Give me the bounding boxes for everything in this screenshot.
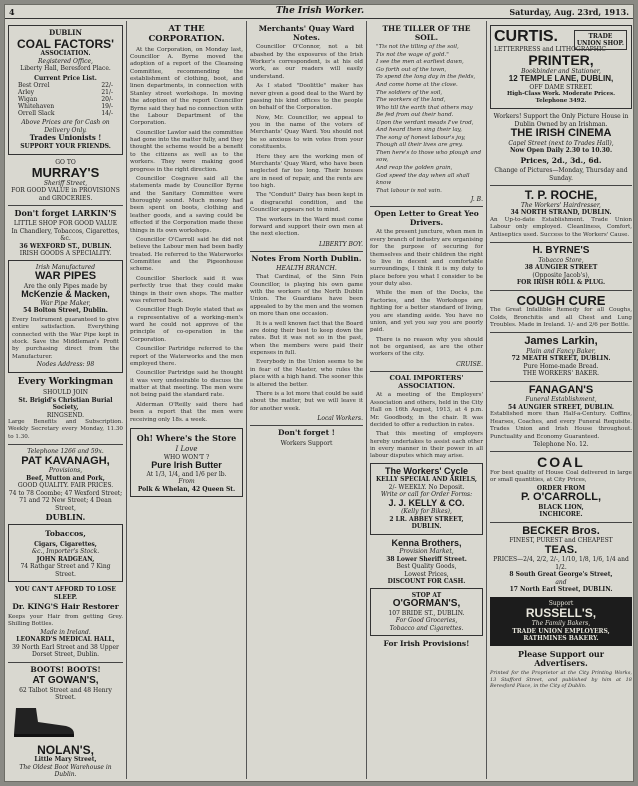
issue-date: Saturday, Aug. 23rd, 1913.	[509, 7, 629, 17]
paragraph: At the present juncture, when men in every branch of industry are organising for the purpose of securing for themselves and their children the right to live in decent and comfortable surroundings, I think it is my duty to place before you what I consider to be your duty also.	[370, 229, 483, 288]
fanagan-addr: 54 AUNGIER STREET, DUBLIN.	[507, 403, 615, 411]
fanagan-name: FANAGAN'S	[528, 383, 594, 396]
poem-line: Upon the verdant meads I've trod,	[376, 119, 474, 126]
pat-name: PAT KAVANAGH,	[21, 454, 110, 467]
stamp-line2: UNION SHOP.	[576, 40, 624, 47]
open-letter-signature: CRUISE.	[456, 360, 483, 368]
gorman-line2: Tobacco and Cigarettes.	[389, 624, 464, 632]
nolans-line: The Oldest Boot Warehouse in Dublin.	[19, 763, 112, 779]
becker-addr: 8 South Great George's Street,	[509, 571, 613, 579]
price-item-name: Wigan	[18, 96, 38, 104]
paragraph: That this meeting of employers hereby undertakes to assist each other in every manner in their power in all labour disputes which may arise.	[370, 431, 483, 460]
coal-ad-pre: DUBLIN	[49, 28, 82, 37]
becker-sub: FINEST, PUREST and CHEAPEST	[509, 537, 613, 545]
poem-line: And reap the golden grain,	[376, 165, 453, 171]
paragraph: Alderman O'Reilly said there had been a report that the men were receiving only 18s. a week.	[130, 401, 243, 423]
cycle-name: J. J. KELLY & CO.	[388, 497, 465, 508]
price-item-name: Orrell Slack	[18, 110, 55, 118]
kenna-line: Best Quality Goods,	[396, 563, 457, 571]
byrne-sub: Tobacco Store,	[538, 256, 584, 264]
kenna-line3: DISCOUNT FOR CASH.	[387, 578, 466, 586]
column-3	[247, 21, 367, 779]
poem-line: And heard them sing their lay,	[376, 127, 462, 134]
coal-price-list	[12, 82, 119, 117]
larkin-shop-line2: In Chandlery, Tobaccos, Cigarettes, &c.	[11, 227, 120, 243]
tiller-signature: J. B.	[470, 196, 483, 204]
corporation-article	[130, 47, 243, 424]
curtis-ad	[490, 25, 632, 109]
becker-teas: TEAS.	[544, 543, 578, 556]
tobacco-tag: &c., Importer's Stock.	[31, 548, 100, 556]
page-header	[5, 5, 634, 19]
imprint: Printed for the Proprietor at the City Printing Works, 13 Stafford Street, and published by him at 18 Beresford Place, in the City of Dublin.	[490, 669, 632, 690]
masthead-title: The Irish Worker.	[275, 6, 365, 16]
price-item-value: 14/-	[101, 110, 113, 118]
curtis-note: OFF DAME STREET.	[529, 83, 593, 91]
roche-text: An Up-to-date Establishment. Trade Union Labour only employed. Cleanliness, Comfort, Antiseptics used. Success to the Workers' Cause.	[490, 216, 632, 238]
poem-line: I see the men at earliest dawn,	[376, 59, 464, 66]
coal-ad-registered: Registered Office,	[38, 57, 93, 65]
cycle-tag: (Kelly for Bikes),	[401, 508, 452, 516]
price-item-value: 21/-	[101, 89, 113, 97]
price-item-value: 22/-	[101, 82, 113, 90]
north-dublin-title: Notes From North Dublin.	[251, 253, 362, 263]
merchants-quay-article	[250, 44, 363, 238]
paragraph: Councillor Cosgrave said all the statements made by Councillor Byrne and the Sanitary Committee were thoroughly sound. Much money had been spent on boots, clothing and leather goods, and a saving could be effected if the Corporation made these things in its own workshops.	[130, 175, 243, 234]
king-made: Made in Ireland.	[40, 628, 91, 636]
curtis-name: CURTIS.	[494, 28, 558, 45]
russell-sub: The Family Bakers,	[531, 620, 591, 628]
becker-name: BECKER Bros.	[522, 524, 600, 537]
butter-product: Pure Irish Butter	[151, 460, 222, 471]
poem-line: The song of honest labour's joy,	[376, 134, 466, 141]
paragraph: It is a well known fact that the Board are doing their best to keep down the rates. But it was not so in the past, when the members were paid their expenses in full.	[250, 320, 363, 356]
fanagan-text: Established more than Half-a-Century. Coffins, Hearses, Coaches, and every Funeral Requisite. Trades Union and Irish House throughout. Punctuality and Economy Guaranteed.	[490, 411, 632, 440]
poem-line: The soldiers of the soil,	[376, 89, 443, 96]
king-addr: 39 North Earl Street and 38 Upper Dorset Street, Dublin.	[12, 643, 119, 659]
please-support: Please Support our Advertisers.	[518, 648, 604, 668]
paragraph: Councillor Sherlock said it was perfectly true that they could make things in their own shops. The matter was referred back.	[130, 275, 243, 304]
price-item-name: Whitehaven	[18, 103, 55, 111]
roche-addr: 34 NORTH STRAND, DUBLIN.	[510, 209, 612, 217]
larkin-shop-line4: IRISH GOODS A SPECIALITY.	[19, 250, 112, 258]
column-2	[127, 21, 247, 779]
king-text: Keeps your Hair from getting Grey. Shilling Bottles.	[8, 613, 123, 628]
merchants-quay-title: Merchants' Quay Ward Notes.	[258, 24, 355, 42]
king-name: Dr. KING'S Hair Restorer	[12, 602, 119, 612]
russell-pre: Support	[548, 599, 574, 607]
nolans-place: Little Mary Street,	[34, 756, 97, 764]
coal-ad-support: SUPPORT YOUR FRIENDS.	[20, 143, 111, 151]
coal-place: INCHICORE.	[539, 511, 583, 519]
poem-line: And come home at the close.	[376, 81, 458, 88]
paragraph: Councillor Partridge said he thought it was very undesirable to discuss the matter at that meeting. The men were not being paid the standard rate.	[130, 370, 243, 399]
curtis-addr: 12 TEMPLE LANE, DUBLIN,	[508, 74, 614, 84]
larkin-baker-sub: Plain and Fancy Baker,	[526, 347, 596, 355]
curtis-line: LETTERPRESS and LITHOGRAPHIC	[494, 45, 606, 53]
coal-importers-title: COAL IMPORTERS' ASSOCIATION.	[389, 373, 464, 390]
butter-ad	[130, 428, 243, 497]
price-row	[12, 110, 119, 117]
gowans-head: BOOTS! BOOTS!	[30, 664, 101, 674]
irish-provisions: For Irish Provisions!	[383, 639, 470, 649]
paragraph: The "Conduit" Dairy has been kept in a disgraceful condition, and the Councillor appears not to mind.	[250, 192, 363, 214]
paragraph: Councillor Lawlor said the committee had gone into the matter fully, and they thought the scheme would be a benefit to the citizens as well as to the workers. They were making good progress in the right direction.	[130, 129, 243, 173]
price-item-value: 20/-	[101, 96, 113, 104]
paragraph: Here they are the working men of Merchants' Quay Ward, who have been neglected far too long. Their houses are in need of repair, and the rents are too high.	[250, 153, 363, 189]
butter-who: WHO WON'T ?	[163, 453, 210, 461]
price-item-value: 19/-	[101, 103, 113, 111]
merchants-quay-signature: LIBERTY BOY.	[319, 240, 363, 248]
paragraph: Councillor O'Connor, not a bit abashed by the exposures of the Irish Worker's correspondent, is at his old work, as our readers will easily understand.	[250, 44, 363, 80]
column-5	[487, 21, 634, 779]
gowans-addr: 62 Talbot Street and 48 Henry Street.	[19, 686, 112, 702]
curtis-foot: High-Class Work. Moderate Prices. Telephone 3492.	[507, 91, 615, 105]
cinema-open: Now Open Daily 2.30 to 10.30.	[509, 147, 613, 155]
north-dublin-signature: Local Workers.	[317, 415, 363, 422]
gowans-name: AT GOWAN'S,	[32, 675, 99, 687]
coal-factors-ad	[8, 25, 123, 155]
coal-ad-note: Above Prices are for Cash on Delivery Only.	[21, 119, 110, 134]
cycle-sub: KELLY SPECIAL AND ARIELS,	[375, 476, 478, 484]
butter-addr: Polk & Whelan, 42 Queen St.	[137, 485, 236, 493]
price-row	[12, 103, 119, 110]
paragraph: Councillor Partridge referred to the report of the Waterworks and the men employed there.	[130, 346, 243, 367]
tobacco-sub: Cigars, Cigarettes,	[34, 540, 97, 548]
poem-line: The workers of the land,	[376, 97, 446, 104]
cough-title: COUGH CURE	[516, 292, 606, 308]
russell-name: RUSSELL'S,	[525, 606, 597, 621]
north-dublin-article	[250, 274, 363, 413]
butter-price: At 1/3, 1/4, and 1/6 per lb.	[146, 470, 227, 478]
pipes-place: War Pipe Maker,	[40, 299, 91, 307]
poem-line: Then here's to those who plough and sow,	[376, 149, 482, 164]
coal-addr: BLACK LION,	[538, 503, 584, 511]
tobacco-ad	[8, 524, 123, 582]
nolans-name: NOLAN'S,	[37, 742, 94, 757]
stamp-line1: TRADE	[588, 33, 613, 40]
poem-line: That labour is not vain.	[376, 187, 442, 194]
cough-text: The Great Infallible Remedy for all Coughs, Colds, Bronchitis and all Chest and Lung Troubles. Made in Ireland. 1/- and 2/6 per Bottle.	[490, 307, 632, 328]
gorman-name: O'GORMAN'S,	[392, 598, 461, 610]
byrne-addr: 38 AUNGIER STREET	[524, 264, 598, 272]
larkin-baker-name: James Larkin,	[524, 335, 598, 348]
pat-phone: Telephone 1266 and 59x.	[27, 448, 104, 456]
gorman-line: For Good Groceries,	[395, 617, 458, 625]
workers-cycle-ad	[370, 463, 483, 535]
cycle-line2: Write or call for Order Forms:	[380, 491, 473, 499]
roche-sub: The Workers' Hairdresser,	[521, 201, 601, 209]
poem-line: Who till the earth that others may	[376, 104, 473, 111]
price-row	[12, 89, 119, 96]
newspaper-page	[4, 4, 634, 782]
coal-ad-unionist: Trades Unionists !	[29, 133, 102, 143]
kenna-addr: 38 Lower Sheriff Street.	[386, 555, 467, 563]
king-leonard: LEONARD'S MEDICAL HALL,	[16, 636, 115, 644]
butter-from: From	[178, 478, 195, 486]
coal-ad-office: Liberty Hall, Beresford Place.	[20, 65, 111, 73]
war-pipes-ad	[8, 260, 123, 373]
paragraph: While the men of the Docks, the Factories, and the Workshops are fighting for a better standard of living, you are standing aside. You have no union, and yet you say you are poorly paid.	[370, 290, 483, 334]
gorman-ad	[370, 588, 483, 637]
kenna-sub: Provision Market,	[399, 548, 454, 556]
coal-text: For best quality of House Coal delivered in large or small quantities, at City Prices,	[490, 470, 632, 484]
coal-name: P. O'CARROLL,	[520, 491, 602, 504]
tiller-poem	[370, 44, 483, 195]
coal-title: COAL	[537, 454, 585, 471]
paragraph: Everybody in the Union seems to be in fear of the Master, who rules the place with a high hand. The sooner this is altered the better.	[250, 359, 363, 388]
poem-line: Go forth out of the town,	[376, 66, 447, 73]
larkin-baker-line: Pure Home-made Bread.	[523, 362, 599, 370]
coal-importers-article	[370, 392, 483, 460]
corporation-title: AT THE CORPORATION.	[148, 24, 225, 44]
curtis-sub: Bookbinder and Stationer,	[521, 67, 601, 75]
coal-ad-price-head: Current Price List.	[34, 74, 97, 82]
cycle-addr: 2 LR. ABBEY STREET, DUBLIN.	[389, 515, 464, 531]
page-number: 4	[9, 7, 15, 17]
every-title: Every Workingman	[17, 376, 114, 387]
paragraph: At a meeting of the Employers' Association and others, held in the City Hall on 16th August, 1913, at 4 p.m. Mr. Goodbody, in the chair. It was decided to offer a reduction in rates.	[370, 392, 483, 428]
fanagan-phone: Telephone No. 12.	[533, 440, 589, 448]
cinema-title: THE IRISH CINEMA	[510, 127, 612, 140]
poem-line: Tis not the wage of gold."	[376, 51, 449, 58]
kenna-name: Kenna Brothers,	[391, 537, 462, 548]
tiller-title: THE TILLER OF THE SOIL.	[382, 24, 471, 42]
pipes-maker: McKenzie & Macken,	[21, 289, 110, 300]
coal-order: ORDER FROM	[536, 484, 586, 492]
butter-title: Oh! Where's the Store	[136, 432, 237, 443]
cinema-line: Workers! Support the Only Picture House in Dublin Owned by an Irishman.	[493, 113, 629, 128]
larkin-shop-head: Don't forget LARKIN'S	[14, 208, 117, 219]
paragraph: At the Corporation, on Monday last, Councillor A. Byrne moved the adoption of a report of the Cleansing Committee, recommending the establishment of clothing, boot, and linen departments, in connection with Stanley street workshops. In moving the adoption of the report Councillor Byrne said they had no connection with the Labour Department of the Corporation.	[130, 46, 243, 127]
roche-name: T. P. ROCHE,	[524, 188, 598, 203]
cycle-title: The Workers' Cycle	[384, 465, 468, 476]
paragraph: That Cardinal, of the Sinn Fein Councillor, is playing his own game with the workers of the North Dublin Union. The Guardians have been appealed to by the men and the women on more than one occasion.	[250, 274, 363, 318]
butter-sub: I Love	[175, 445, 198, 454]
every-society: St. Brigid's Christian Burial Society,	[18, 396, 113, 411]
curtis-title: PRINTER,	[528, 52, 594, 69]
cant-afford: YOU CAN'T AFFORD TO LOSE SLEEP.	[15, 586, 116, 601]
larkin-shop-line1: LITTLE SHOP FOR GOOD VALUE	[13, 220, 118, 228]
every-text: Large Benefits and Subscription. Weekly Secretary every Monday, 11.30 to 1.30.	[8, 419, 123, 440]
price-row	[12, 82, 119, 89]
murray-line: FOR GOOD VALUE in PROVISIONS and GROCERIES.	[11, 187, 120, 202]
price-row	[12, 96, 119, 103]
larkin-baker-addr: 72 MEATH STREET, DUBLIN.	[511, 355, 611, 363]
poem-line: Though all their lives are grey.	[376, 142, 463, 149]
byrne-name: H. BYRNE'S	[532, 245, 590, 257]
poem-line: God speed the day when all shall know	[376, 172, 470, 187]
byrne-line: FOR IRISH ROLL & PLUG.	[516, 279, 606, 287]
every-sub: SHOULD JOIN	[43, 389, 88, 396]
kenna-line2: Lowest Prices,	[404, 570, 449, 578]
paragraph: There is no reason why you should not be organised, as are the other workers of the city.	[370, 336, 483, 358]
pipes-text: Every Instrument guaranteed to give entire satisfaction. Everything connected with the War Pipe kept in stock. Save the Middleman's Profit by purchasing direct from the Manufacturer.	[12, 316, 119, 360]
gorman-pre: STOP AT	[411, 591, 442, 599]
gorman-addr: 107 BRIDE ST., DUBLIN.	[388, 609, 465, 617]
poem-line: "Tis not the tilling of the soil,	[376, 44, 459, 51]
becker-prices: PRICES—2/4, 2/2, 2/-, 1/10, 1/8, 1/6, 1/4 and 1/2.	[493, 556, 629, 571]
murray-place: Sheriff Street,	[43, 179, 88, 187]
every-place: RINGSEND.	[46, 411, 85, 419]
price-item-name: Arley	[18, 89, 35, 97]
tobacco-addr: 74 Rathgar Street and 7 King Street.	[20, 563, 111, 578]
coal-ad-sub: ASSOCIATION.	[40, 50, 91, 58]
becker-addr3: 17 North Earl Street, DUBLIN.	[509, 586, 613, 594]
russell-ad	[490, 597, 632, 646]
coal-ad-title: COAL FACTORS'	[16, 36, 115, 51]
pipes-addr: 54 Bolton Street, Dublin.	[23, 307, 108, 315]
byrne-opp: (Opposite Jacob's),	[532, 271, 590, 279]
paragraph: Councillor O'Carroll said he did not believe the Labour men had been badly treated. He referred to the Waterworks Committee and the Pigeonhouse scheme.	[130, 236, 243, 273]
fanagan-sub: Funeral Establishment,	[525, 396, 597, 404]
pipes-title: WAR PIPES	[34, 270, 97, 283]
price-item-name: Best Orrel	[18, 82, 50, 90]
pipes-mid: Are the only Pipes made by	[23, 282, 108, 290]
paragraph: Now, Mr. Councillor, we appeal to you in the name of the voters of Merchants' Quay Ward. You should not be so anxious to win votes from your constituents.	[250, 114, 363, 151]
murray-name: MURRAY'S	[31, 165, 100, 181]
cinema-sub: Capel Street (next to Trades Hall),	[508, 139, 614, 147]
paragraph: There is a lot more that could be said about the matter, but we will leave it for another week.	[250, 390, 363, 412]
open-letter-article	[370, 229, 483, 358]
union-shop-stamp	[574, 30, 627, 50]
russell-place: RATHMINES BAKERY.	[523, 635, 599, 643]
larkin-baker-line2: THE WORKERS' BAKER.	[522, 370, 600, 378]
cycle-line: 2/- WEEKLY. No Deposit.	[388, 483, 465, 491]
pat-addr2: 71 and 72 New Street; 4 Dean Street,	[19, 497, 112, 512]
paragraph: As I stated "Doolittle" maker has never given a good deal to the Ward by passing his kind offices to the people on behalf of the Corporation.	[250, 83, 363, 112]
paragraph: Councillor Hugh Doyle stated that as a representative of a working-men's ward he could not approve of the principle of co-operation in the Corporation.	[130, 307, 243, 343]
cinema-prices: Prices, 2d., 3d., 6d.	[520, 155, 602, 165]
tobacco-head: Tobaccos,	[45, 529, 86, 539]
poem-line: To spend the long day in the fields,	[376, 74, 476, 81]
pat-city: DUBLIN.	[45, 512, 86, 523]
poem-line: Be fed from out their hand.	[376, 112, 454, 119]
open-letter-title: Open Letter to Great Yeo Drivers.	[374, 209, 479, 227]
becker-addr2: and	[555, 578, 567, 586]
pat-note: GOOD QUALITY. FAIR PRICES.	[17, 482, 114, 490]
column-1	[5, 21, 127, 779]
russell-line: TRADE UNION EMPLOYERS,	[512, 627, 610, 635]
tobacco-name: JOHN RADGEAN,	[36, 555, 95, 563]
pat-line: Beef, Mutton and Pork,	[26, 474, 105, 482]
larkin-shop-line3: 36 WEXFORD ST., DUBLIN.	[19, 242, 112, 250]
cinema-change: Change of Pictures—Monday, Thursday and Sunday.	[494, 167, 628, 182]
pipes-pre: Irish Manufactured	[35, 263, 96, 271]
north-dublin-sub: HEALTH BRANCH.	[276, 265, 337, 273]
boot-illustration	[8, 704, 78, 738]
col3-foot2: Workers Support	[280, 439, 333, 447]
pat-sub: Provisions,	[48, 467, 83, 475]
column-4	[367, 21, 487, 779]
pat-addr1: 74 to 78 Coombe; 47 Wexford Street;	[8, 489, 123, 497]
pipes-note: Nodes Address: 98	[36, 361, 95, 369]
paragraph: The workers in the Ward must come forward and support their own men at the next election.	[250, 216, 363, 238]
go-to-label: GO TO	[55, 158, 76, 166]
col3-foot: Don't forget !	[278, 428, 335, 437]
